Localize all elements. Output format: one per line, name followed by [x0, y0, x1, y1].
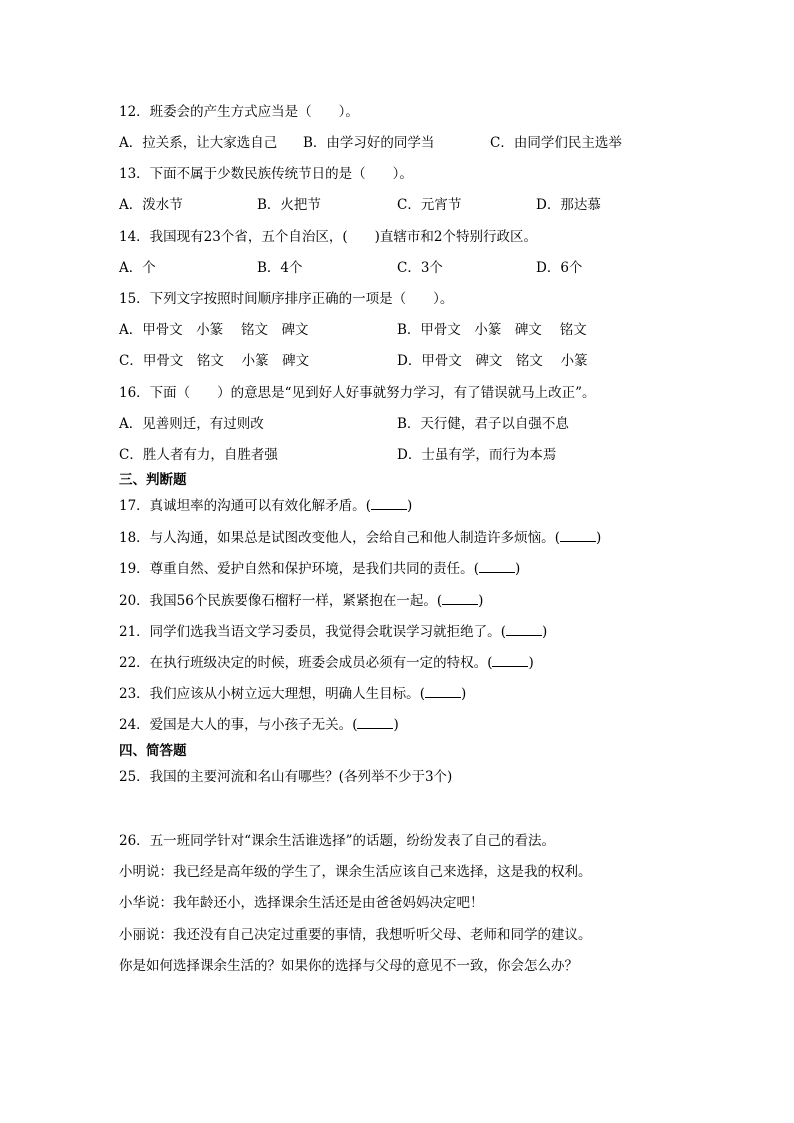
question-13-option-a: A．泼水节: [119, 197, 183, 213]
question-23-text: 23．我们应该从小树立远大理想，明确人生目标。: [119, 686, 420, 702]
question-26-prompt: 你是如何选择课余生活的？如果你的选择与父母的意见不一致，你会怎么办？: [119, 958, 578, 974]
question-12-option-b: B．由学习好的同学当: [303, 135, 435, 151]
answer-close-paren: ): [478, 593, 484, 609]
answer-open-paren: (: [365, 498, 371, 514]
question-26-stem: 26．五一班同学针对“课余生活谁选择”的话题，纷纷发表了自己的看法。: [119, 833, 555, 849]
answer-close-paren: ): [595, 530, 602, 546]
answer-blank[interactable]: [479, 560, 515, 573]
question-15-option-a: A．甲骨文 小篆 铭文 碑文: [119, 322, 309, 338]
question-22-text: 22．在执行班级决定的时候，班委会成员必须有一定的特权。: [119, 655, 488, 671]
question-16-option-d: D．士虽有学，而行为本焉: [397, 447, 557, 463]
answer-blank[interactable]: [506, 623, 542, 636]
question-17-text: 17．真诚坦率的沟通可以有效化解矛盾。: [119, 498, 366, 514]
question-13-stem: 13．下面不属于少数民族传统节日的是（ ）。: [119, 166, 413, 182]
question-12-stem: 12．班委会的产生方式应当是（ ）。: [119, 104, 359, 120]
question-15-option-c: C．甲骨文 铭文 小篆 碑文: [119, 353, 310, 369]
question-14-option-b: B．4个: [257, 260, 303, 276]
answer-open-paren: (: [419, 686, 425, 702]
question-19-text: 19．尊重自然、爱护自然和保护环境，是我们共同的责任。: [119, 561, 474, 577]
question-19: [119, 560, 520, 578]
question-21-text: 21．同学们选我当语文学习委员，我觉得会耽误学习就拒绝了。: [119, 624, 501, 640]
question-16-stem: 16．下面（ ）的意思是“见到好人好事就努力学习，有了错误就马上改正”。: [119, 385, 596, 401]
question-16-option-b: B．天行健，君子以自强不息: [397, 416, 569, 432]
question-18-text: 18．与人沟通，如果总是试图改变他人，会给自己和他人制造许多烦恼。: [119, 530, 555, 546]
answer-open-paren: (: [554, 530, 560, 546]
answer-blank[interactable]: [560, 529, 596, 542]
answer-close-paren: ): [541, 624, 548, 640]
answer-open-paren: (: [473, 561, 479, 577]
question-21: [119, 623, 547, 641]
answer-close-paren: ): [406, 498, 413, 514]
question-23: [119, 685, 466, 703]
question-26-xiaoming: 小明说：我已经是高年级的学生了，课余生活应该自己来选择，这是我的权利。: [119, 864, 592, 880]
answer-open-paren: (: [436, 593, 443, 609]
question-18: [119, 529, 601, 547]
answer-blank[interactable]: [425, 685, 461, 698]
question-16-option-c: C．胜人者有力，自胜者强: [119, 447, 278, 463]
question-24-text: 24．爱国是大人的事，与小孩子无关。: [119, 717, 353, 733]
answer-close-paren: ): [460, 686, 467, 702]
question-13-option-c: C．元宵节: [397, 197, 462, 213]
question-17: [119, 497, 412, 515]
question-14-stem: 14．我国现有23个省，五个自治区，( )直辖市和2个特别行政区。: [119, 229, 537, 245]
section-3-title: 三、判断题: [119, 472, 187, 488]
question-26-xiaoli: 小丽说：我还没有自己决定过重要的事情，我想听听父母、老师和同学的建议。: [119, 927, 592, 943]
question-15-option-d: D．甲骨文 碑文 铭文 小篆: [397, 353, 588, 369]
question-12-option-a: A．拉关系，让大家选自己: [119, 135, 278, 151]
answer-close-paren: ): [528, 655, 534, 671]
answer-close-paren: ): [393, 717, 399, 733]
question-22: [119, 654, 534, 672]
question-20-text: 20．我国56个民族要像石榴籽一样，紧紧抱在一起。: [119, 593, 437, 609]
answer-blank[interactable]: [371, 497, 407, 510]
question-13-option-b: B．火把节: [257, 197, 321, 213]
answer-open-paren: (: [500, 624, 506, 640]
answer-blank[interactable]: [357, 716, 393, 729]
question-26-xiaohua: 小华说：我年龄还小，选择课余生活还是由爸爸妈妈决定吧！: [119, 895, 484, 911]
answer-blank[interactable]: [442, 592, 478, 605]
question-20: [119, 592, 483, 610]
question-15-option-b: B．甲骨文 小篆 碑文 铭文: [397, 322, 587, 338]
answer-open-paren: (: [487, 655, 493, 671]
answer-blank[interactable]: [492, 654, 528, 667]
question-14-option-a: A．个: [119, 260, 156, 276]
answer-close-paren: ): [514, 561, 521, 577]
question-13-option-d: D．那达慕: [536, 197, 601, 213]
question-14-option-c: C．3个: [397, 260, 443, 276]
question-25: 25．我国的主要河流和名山有哪些？(各列举不少于3个): [119, 769, 453, 785]
answer-open-paren: (: [352, 717, 358, 733]
question-14-option-d: D．6个: [536, 260, 583, 276]
question-24: [119, 716, 399, 734]
section-4-title: 四、简答题: [119, 743, 187, 759]
question-16-option-a: A．见善则迁，有过则改: [119, 416, 264, 432]
question-12-option-c: C．由同学们民主选举: [490, 135, 622, 151]
question-15-stem: 15．下列文字按照时间顺序排序正确的一项是（ ）。: [119, 291, 454, 307]
